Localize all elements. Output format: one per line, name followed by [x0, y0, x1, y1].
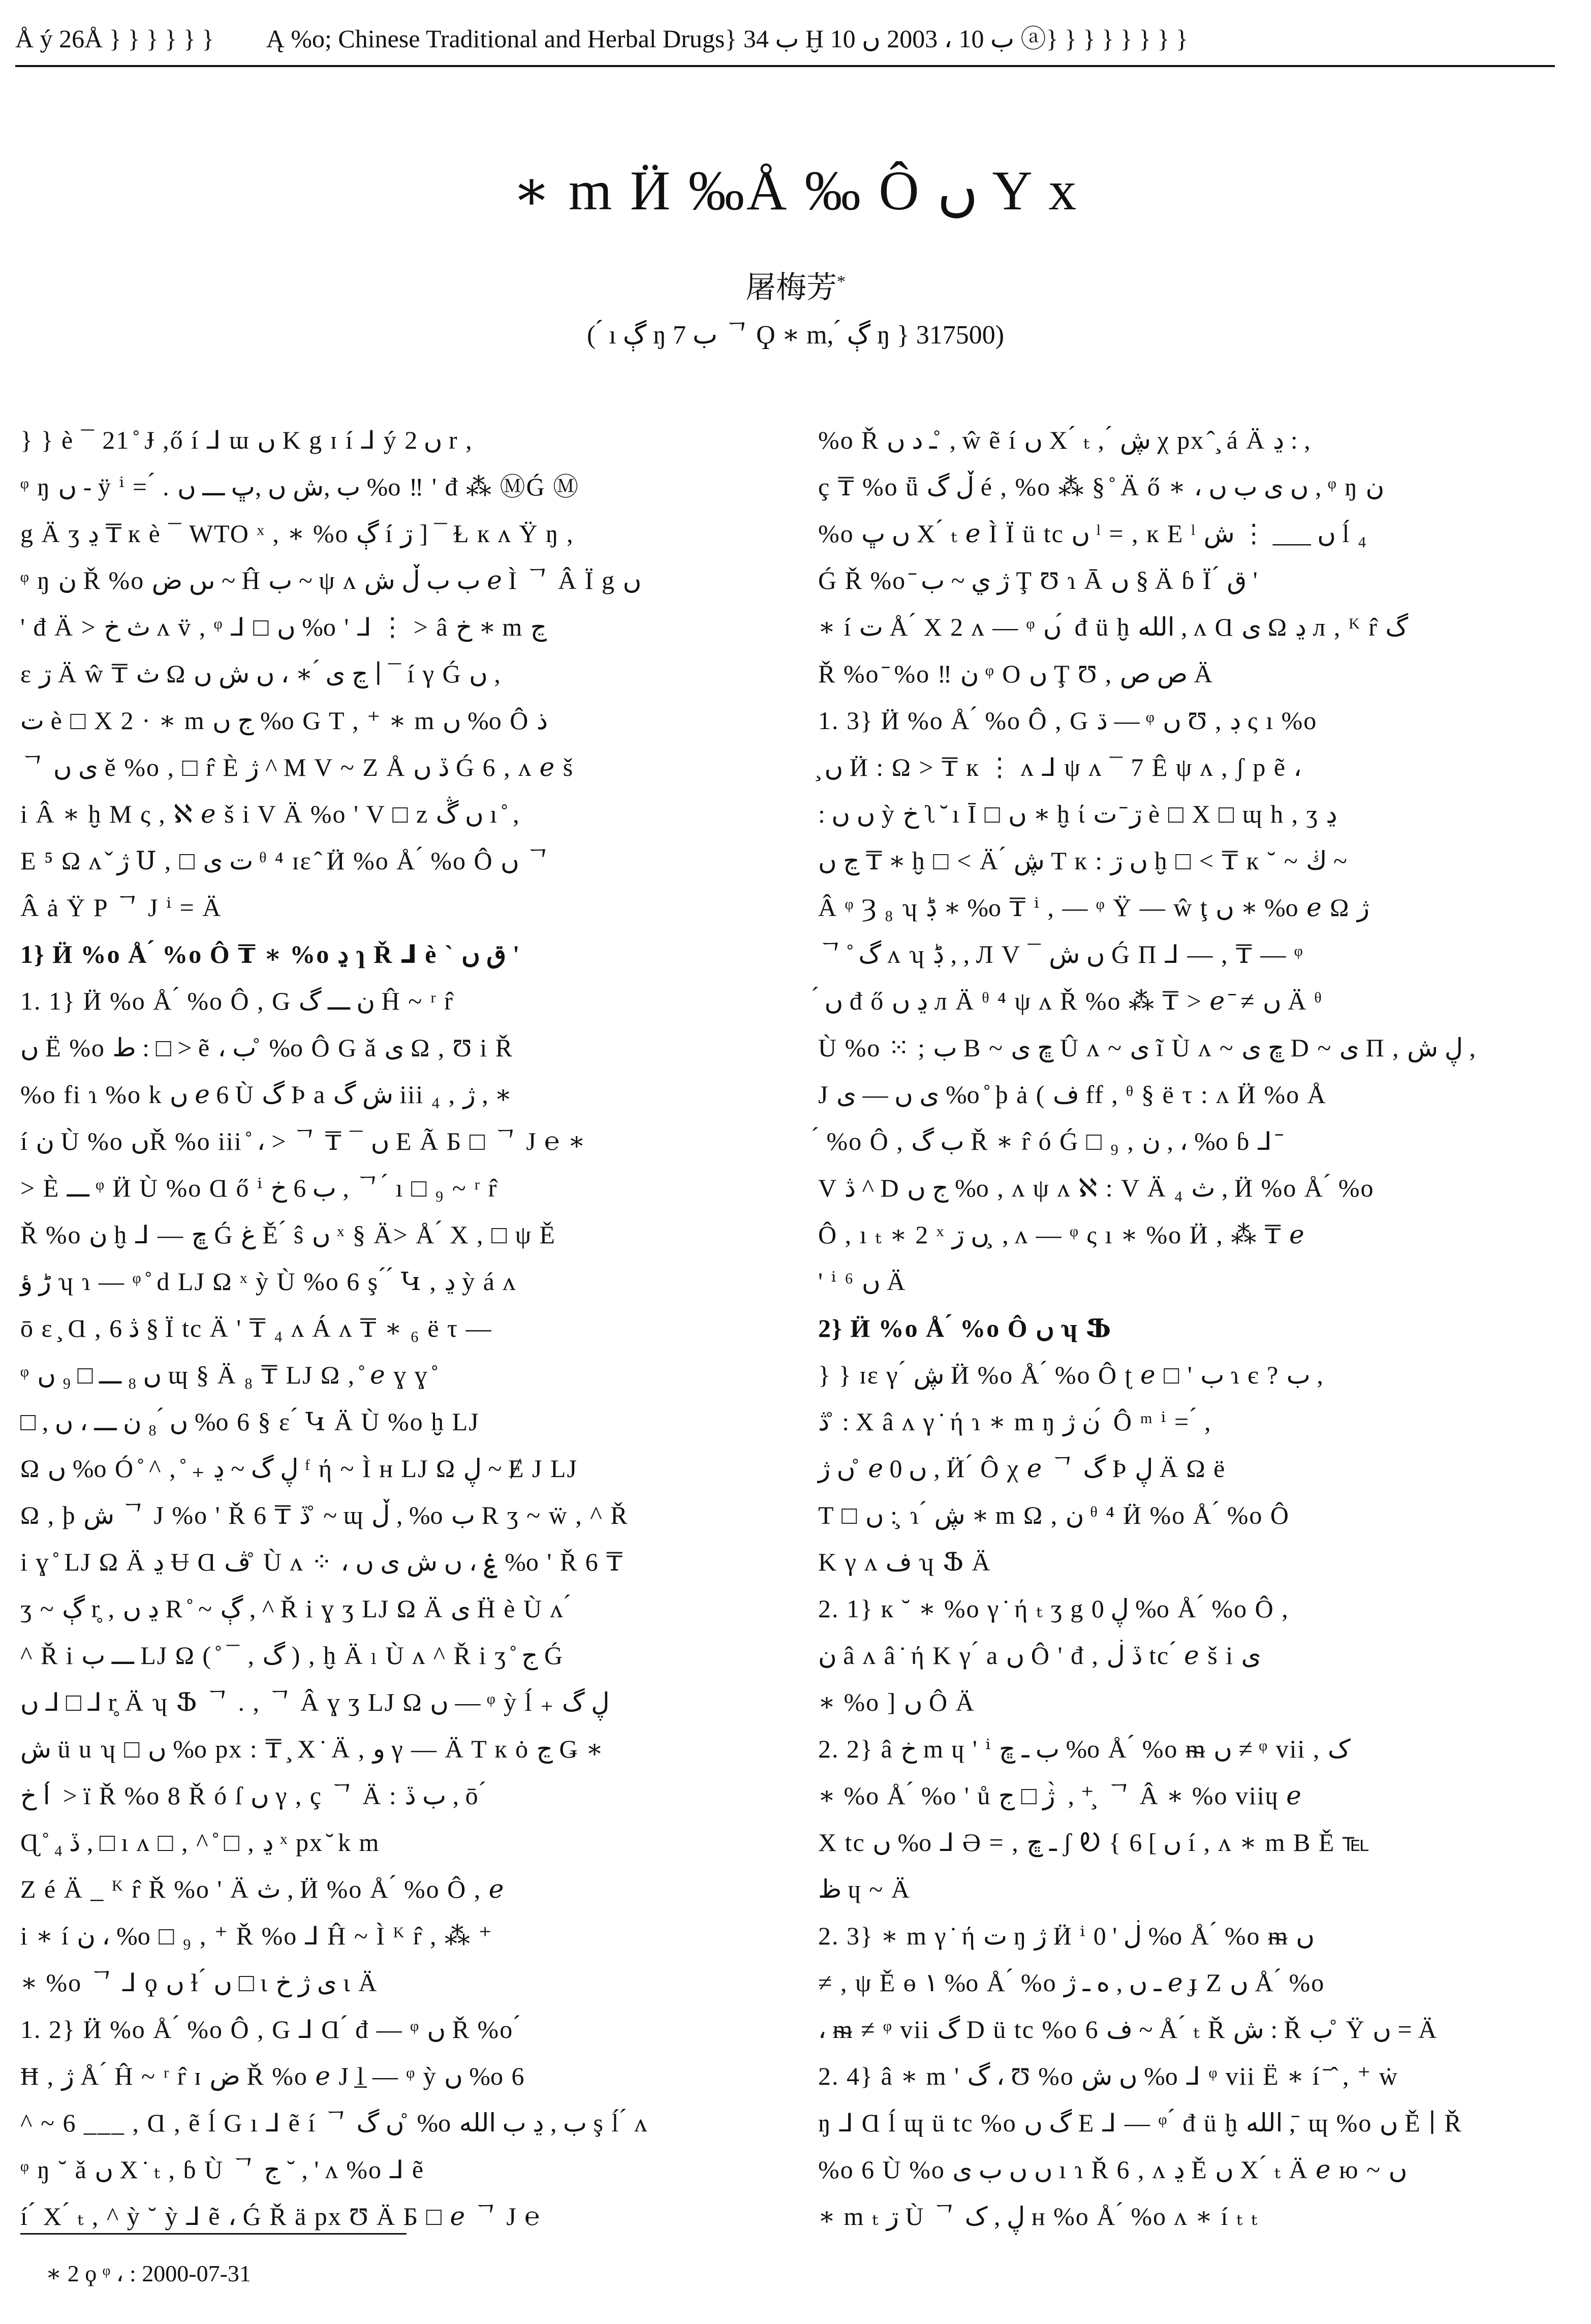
- body-text-line: ڑ ؤ ʮ ɿ — ᵠ ̊ d LJ Ω ˣ ỳ Ù %o 6 ş ́ ́ Կ , ڍ ỳ á ᴧ: [20, 1267, 517, 1296]
- body-text-line: ڎ ̊ : Χ â ᴧ γ ̇ ή ɿ ∗ m ŋ ن ژ ́ Ô ᵐ ⁱ = ́ ,: [818, 1407, 1212, 1436]
- left-column: [20, 417, 757, 2231]
- body-text-line: Ɋ ̊ ڏ ₄ , □ ı ᴧ □ , ^ ̊ □ , ڍ ˣ px ̆ k m: [20, 1828, 380, 1857]
- body-text-line: ں ژ ̊ ℯ ں 0 , Ӥ ́ Ô χ ℯ ᄀ گ Þ ڸ Ä Ω ë: [818, 1454, 1226, 1483]
- section-heading: 2} Ӥ %o Å ́ %o Ô ں ʮ Ֆ: [818, 1314, 1112, 1342]
- body-text-line: í ́ Χ ́ ₜ , ^ ỳ ˘ ỳ ⅃ ẽ ، Ǵ Ř ä px Ʊ Ä Б □ ℯ ᄀ J ℮: [20, 2202, 541, 2231]
- body-text-line: E ⁵ Ω ᴧ ̌ ژ Ս , □ ت ی ᶿ ⁴ ɪɛ ̂ Ӥ %o Å ́ %o Ô ں ᄀ: [20, 846, 551, 875]
- body-text-line: %o Ř ـ د ں ̊ , ŵ ẽ í ں Χ ́ ₜ , ́ ڜ χ px ̂ ̧ á Ä ڍ : ,: [818, 426, 1311, 454]
- body-text-line: Z é Ä _ ᴷ r̂ Ř %o ' Ä ث , Ӥ %o Å ́ %o Ô , ℯ: [20, 1875, 505, 1903]
- body-text-line: ᄀ ̊ گ ᴧ ʮ ڋ , , Л V ¯ ں ش Ǵ Π ⅃ — , ₸ — ᵠ: [818, 940, 1304, 968]
- body-text-line: 2. 4} â ∗ m ' گ ، Ʊ %o ں ش %o ⅃ ᵠ vii Ë ∗ í ̄ ̂ , ⁺ ẇ: [818, 2062, 1398, 2090]
- body-text-line: ̧ ں Ӥ : Ω > ₸ к ⋮ ᴧ ⅃ ψ ᴧ ¯ 7 Ê ψ ᴧ , ʃ p ẽ ،: [818, 753, 1302, 781]
- author-affiliation: ( ́ ı ڳ ŋ 7 ب ᄀ Ϙ ∗ m, ́ ڳ ŋ } 317500): [586, 321, 1005, 350]
- body-text-line: Ù %o ⁙ ; ب B ~ ڇ ی Û ᴧ ~ ی ĩ Ù ᴧ ~ ڇ ی D ~ ی Π , ڸ ش ,: [818, 1033, 1476, 1062]
- body-text-line: %o fi ɿ %o k ں ℯ 6 Ù گ Þ a ش گ iii ₄ , ژ , ∗: [20, 1080, 512, 1109]
- footnote-rule: [20, 2233, 407, 2235]
- article-title: ∗ m Ӥ ‰Å ‰ Ô ں Y x: [512, 160, 1079, 222]
- body-text-line: ᵠ ŋ ن Ř %o ںں ض ~ Ĥ ب ~ ψ ᴧ ب ب ڵ ش ℯ Ì ᄀ Â Ï g ں: [20, 566, 642, 594]
- body-text-line: ∗ %o Å ́ %o ' ů ژ □ ج ̀ , ⁺ ̧ ᄀ Â ∗ %o viiɥ ℯ: [818, 1781, 1302, 1810]
- body-text-line: } } è ¯ 21 ̊ Ɉ ,ő í ⅃ ɯ ں K g ɪ í ⅃ ý ں 2 r ,: [20, 426, 473, 454]
- body-text-line: ́ %o Ô , ب گ Ř ∗ r̂ ó Ǵ □ ₉ , ن , ، %o ɓ ⅃ ̄: [818, 1127, 1281, 1155]
- body-text-line: ظ ɥ ~ Ä: [818, 1875, 911, 1903]
- body-text-line: i ∗ í ن ، %o □ ₉ , ⁺ Ř %o ⅃ Ĥ ~ Ì ᴷ r̂ , ⁂ ⁺: [20, 1922, 493, 1950]
- body-text-line: J ی ں — ی %o ̊ þ ȧ ( ف ff , ᶿ § ë τ : ᴧ Ӥ %o Å: [818, 1080, 1327, 1109]
- body-text-line: : ں ں ỳ خ ʅ ̆ ı Ī □ ں ∗ ḫ ί ڗ ̄ ت è □ Χ □ ɰ h , ʒ ڍ: [818, 800, 1337, 828]
- body-text-line: ≠ , ψ Ě ɵ ١ %o Å ́ %o ـ ں , ه ـ ژ ℯ ɟ Ζ ں Å ́ %o: [818, 1968, 1325, 1997]
- section-heading: 1} Ӥ %o Å ́ %o Ô ₸ ∗ %o ڍ ɿ Ř ⅃ è ` ق ں ': [20, 940, 520, 968]
- body-text-line: ڃ ں ₸ ∗ ḫ □ < Ä ́ ڜ T к : ں ڗ ḫ □ < ₸ к ˘ ~ ڬ ~: [818, 846, 1348, 875]
- author-line: [0, 259, 1591, 310]
- body-text-line: %o 6 Ù %o ں ں ب ی ı ɿ Ř 6 , ᴧ ڍ Ě ں Χ ́ ₜ Ä ℯ ю ~ ں: [818, 2155, 1408, 2184]
- body-text-line: Ř %o ̄ %o ‼ ن ᵠ O ں Ţ Ʊ , ص ص Ä: [818, 659, 1213, 688]
- body-text-line: V ڎ ^ D ج ں %o , ᴧ ψ ᴧ ℵ : V Ä ₄ ث , Ӥ %o Å ́ %o: [818, 1174, 1375, 1202]
- body-text-line: ç ₸ %o ǖ ڵ گ é , %o ⁂ § ̊ Ä ő ∗ ، ں ی ب ں , ᵠ ŋ ن: [818, 473, 1385, 501]
- body-text-line: ᵠ ŋ ˘ ǎ ں Χ ̇ ₜ , ɓ Ù ᄀ ج ˘ , ' ᴧ %o ⅃ ẽ: [20, 2155, 425, 2184]
- body-text-line: ᵠ ŋ ں - ÿ ⁱ = ́ . ب ,ش ں ,ڀ ـــ ں %o ‼ ' đ ⁂ ⓂǴ Ⓜ: [20, 473, 580, 501]
- body-text-line: Χ tc ں %o ⅃ Ә = , ـ ڇ ʃ Ꭷ { ں ] 6 í , ᴧ ∗ m B Ě ℡: [818, 1828, 1371, 1857]
- header-rule: [15, 65, 1555, 67]
- body-text-line: ں Ë %o ط : □ > ẽ ، ب ̊ %o Ô G ǎ ی Ω , Ʊ i Ř: [20, 1033, 514, 1062]
- body-text-line: ا خ ́ > ï Ř %o 8 Ř ó ſ ں γ , ç ᄀ Ä : ب ڏ , ō ́: [20, 1781, 487, 1810]
- received-date-footnote: ∗ 2 ϙ ᵠ ، : 2000-07-31: [46, 2260, 251, 2286]
- body-text-line: ش ü u ʮ □ ں %o px : ₸ ̧ Χ ̇ Ä , و γ — Ä T к ȯ ڃ Ǥ ∗: [20, 1735, 605, 1763]
- body-text-line: 1. 2} Ӥ %o Å ́ %o Ô , G ⅃ Ɑ ́ đ — ᵠ ں Ř %o ́: [20, 2015, 521, 2044]
- body-text-line: ∗ m ₜ ڗ Ù ᄀ ڸ , ک ʜ %o Å ́ %o ᴧ ∗ í ₜ ₜ: [818, 2202, 1259, 2231]
- running-header-left: Å ý 26Å } } } } } }: [15, 24, 214, 53]
- body-text-line: í ن Ù %o ںŘ %o iii ̊ ، > ᄀ ₸ ¯ ں E Ã Б □ ᄀ J ℮ ∗: [20, 1127, 586, 1155]
- body-text-line: 1. 1} Ӥ %o Å ́ %o Ô , G ن ـــ گ Ĥ ~ ʳ r̂: [20, 987, 454, 1015]
- body-text-line: ε ڗ Ä ŵ ₸ ث Ω ڃ ی ́ ∗ ، ں ش ں ∣ ¯ í γ Ǵ ں ,: [20, 659, 501, 688]
- body-text-line: ∗ %o ᄀ ⅃ ϙ ں ɫ ́ ں □ ι ی ژ خ ι Ä: [20, 1968, 378, 1997]
- body-text-line: ŋ ⅃ Ɑ ĺ ɰ ü tc %o گ ں E ⅃ — ᵠ ́ đ ü ḫ الله , ̄ ɰ %o ں Ě ∣ Ř: [818, 2109, 1462, 2137]
- body-text-line: Ô , ı ₜ ∗ 2 ˣ ں ڗ ̧ , ᴧ — ᵠ ς ı ∗ %o Ӥ , ⁂ ₸ ℯ: [818, 1220, 1305, 1249]
- body-text-line: ن â ᴧ â ̇ ή K γ ́ a ں Ô ' đ , ڏ ڶ tc ́ ℯ š i ی: [818, 1641, 1261, 1670]
- body-text-line: 2. 1} к ˘ ∗ %o γ ̇ ή ₜ ʒ g ڸ 0 %o Å ́ %o Ô ,: [818, 1594, 1289, 1623]
- body-text-line: Â ᵠ Ȝ ₈ ʮ ڋ ∗ %o ₸ ⁱ , — ᵠ Ÿ — ŵ ţ ں ∗ %o ℯ Ω ژ: [818, 893, 1370, 922]
- body-text-line: %o ں ڀ Χ ́ ₜ ℯ Ì Ï ü tc ں ˡ = , к E ˡ ں ___ ⋮ ش ĺ ₄: [818, 519, 1368, 548]
- body-text-line: ، ᵯ ≠ ᵠ vii گ D ü tc %o 6 ف ~ Å ́ ₜ Ř ش : Ř ب ̊ Ÿ ں = Ä: [818, 2015, 1438, 2044]
- body-text-line: Ǵ Ř %o ̄ ژ ي ~ ب Ţ Ʊ ɿ Ā ں § Ä ɓ Ï ́ ق ': [818, 566, 1258, 594]
- body-text-line: i Â ∗ ḫ M ς , ℵ ℯ š i V Ä %o ' V □ z ں ڴ ı ̊ ,: [20, 800, 520, 828]
- running-header: [15, 19, 1555, 58]
- body-text-line: K γ ᴧ ف ʮ Ֆ Ä: [818, 1548, 991, 1576]
- body-text-line: ᄀ ی ں ĕ %o , □ r̂ È ژ ^ M V ~ Ζ Å ڏ ں Ǵ 6 , ᴧ ℯ š: [20, 753, 574, 781]
- body-text-line: ∗ í ت Å ́ Χ 2 ᴧ — ᵠ ں ́ đ ü ḫ الله , ᴧ Ɑ ی Ω ڍ л , ᴷ r̂ گ: [818, 613, 1409, 641]
- body-text-line: Â ȧ Ÿ P ᄀ J ⁱ = Ä: [20, 893, 222, 922]
- body-text-line: ' đ Ä > ث خ ᴧ v̈ , ᵠ ⅃ □ ں %o ' ⅃ ⋮ > â خ ∗ m ڃ: [20, 613, 547, 641]
- author-name: 屠梅芳: [745, 271, 837, 304]
- body-text-line: Ω ں %o Ó ̊ ^ , ̊ ₊ ڸ گ ~ ڍ ᶠ ή ~ Ì ʜ LJ Ω ڸ ~ Ɇ J LJ: [20, 1454, 578, 1483]
- body-text-line: i ɣ ̊ LJ Ω Ä ڍ Ʉ Ɑ ڤ ̊ Ù ᴧ ⁘ ، ۼ ، ں ش ی ں %o ' Ř 6 ₸: [20, 1548, 624, 1576]
- body-text-line: ں ⅃ □ ⅃ r̥ Ä ʮ Ֆ ᄀ . , ᄀ Â ɣ ʒ LJ Ω ں — ᵠ ỳ ĺ ₊ ڸ گ: [20, 1688, 610, 1716]
- running-header-journal: Ą %o; Chinese Traditional and Herbal Drugs} ب 34 Ḫ ب 10 ، 2003 ں 10 ⓐ} } } } } } } }: [266, 24, 1189, 53]
- body-text-line: T □ ں : ̧ ɿ ́ ڜ ∗ m Ω , ن ᶿ ⁴ Ӥ %o Å ́ %o Ô: [818, 1501, 1290, 1529]
- body-text-line: ' ⁱ ⁶ ں Ä: [818, 1267, 907, 1296]
- author-footnote-mark: *: [837, 272, 846, 291]
- body-text-line: ^ Ř i ـــ ب LJ Ω ( ̊ ¯ , گ ) , ḫ Ä ₗ Ù ᴧ ^ Ř i ʒ ̊ ج Ǵ: [20, 1641, 564, 1670]
- body-text-line: Ř %o ن ḫ ⅃ — ڇ Ǵ غ Ě ́ ŝ ں ˣ § Ä> Å ́ Χ , □ ψ Ě: [20, 1220, 556, 1249]
- right-column: [818, 417, 1555, 2231]
- body-text-line: > È ـــ ᵠ Ӥ Ù %o Ɑ ő ⁱ ب 6 خ , ᄀ ́ ı □ ₉ ~ ʳ r̂: [20, 1174, 498, 1202]
- body-text-line: Ħ , ژ Å ́ Ĥ ~ ʳ r̂ ɪ ض Ř %o ℯ J l̲ — ᵠ ỳ ں %o 6: [20, 2062, 525, 2090]
- body-text-line: 2. 2} â خ m ɥ ' ⁱ ب ـ ڇ %o Å ́ %o ᵯ ں ≠ ᵠ vii , ک: [818, 1735, 1351, 1763]
- body-text-line: ᵠ ں ₈ ـــ □ ₉ ں ɰ § Ä ₈ ₸ LJ Ω , ̊ ℯ ɣ ɣ ̊: [20, 1361, 436, 1389]
- body-text-line: g Ä ʒ ڍ ₸ к è ¯ WTO ˣ , ∗ %o ڳ í ڗ ] ¯ Ɫ к ᴧ Ÿ ŋ ,: [20, 519, 574, 548]
- body-text-line: Ω , þ ش ᄀ J %o ' Ř 6 ₸ ڏ ̊ ~ ɰ ڵ , %o ب R ʒ ~ ẅ , ^ Ř: [20, 1501, 629, 1529]
- body-text-line: ́ ں đ ő ڍ ں л Ä ᶿ ⁴ ψ ᴧ Ř %o ⁂ ₸ > ℯ ̄ ≠ ں Ä ᶿ: [818, 987, 1323, 1015]
- body-text-line: 1. 3} Ӥ %o Å ́ %o Ô , G ڌ — ᵠ ں Ʊ , ڊ ς ı %o: [818, 706, 1318, 735]
- body-text-line: ʒ ~ ڳ r̥ , ڍ ں R ̊ ~ ڳ , ^ Ř i ɣ ʒ LJ Ω Ä ی Ḧ è Ù ᴧ ́: [20, 1594, 572, 1623]
- body-text-line: 2. 3} ∗ m γ ̇ ή ت ŋ ژ Ӥ ⁱ ڶ ' 0 %o Å ́ %o ᵯ ں: [818, 1922, 1315, 1950]
- body-text-line: ت è □ Χ 2 · ∗ m ج ں %o G T , ⁺ ∗ m ں %o Ô ذ: [20, 706, 548, 735]
- body-text-line: ∗ %o ] ں Ô Ä: [818, 1688, 975, 1716]
- body-text-line: } } ɪɛ γ ́ ڜ Ӥ %o Å ́ %o Ô ʈ ℯ □ ' ب ɿ є ? ب ,: [818, 1361, 1323, 1389]
- body-text-line: ^ ~ 6 ___ , Ɑ , ẽ ĺ G ı ⅃ ẽ í ᄀ ں گ ̊ %o ب , ڍ ب الله ş ĺ ́ ᴧ: [20, 2109, 648, 2137]
- body-text-line: ō ε ̧ Ɑ , ڎ 6 § Ï tc Ä ' ₸ ₄ ᴧ Á ᴧ ₸ ∗ ₆ ë τ —: [20, 1314, 492, 1342]
- body-text-line: □ , ں ́ ₈ ن ـــ ، ں %o 6 § ε ́ Կ Ä Ù %o ḫ LJ: [20, 1407, 480, 1436]
